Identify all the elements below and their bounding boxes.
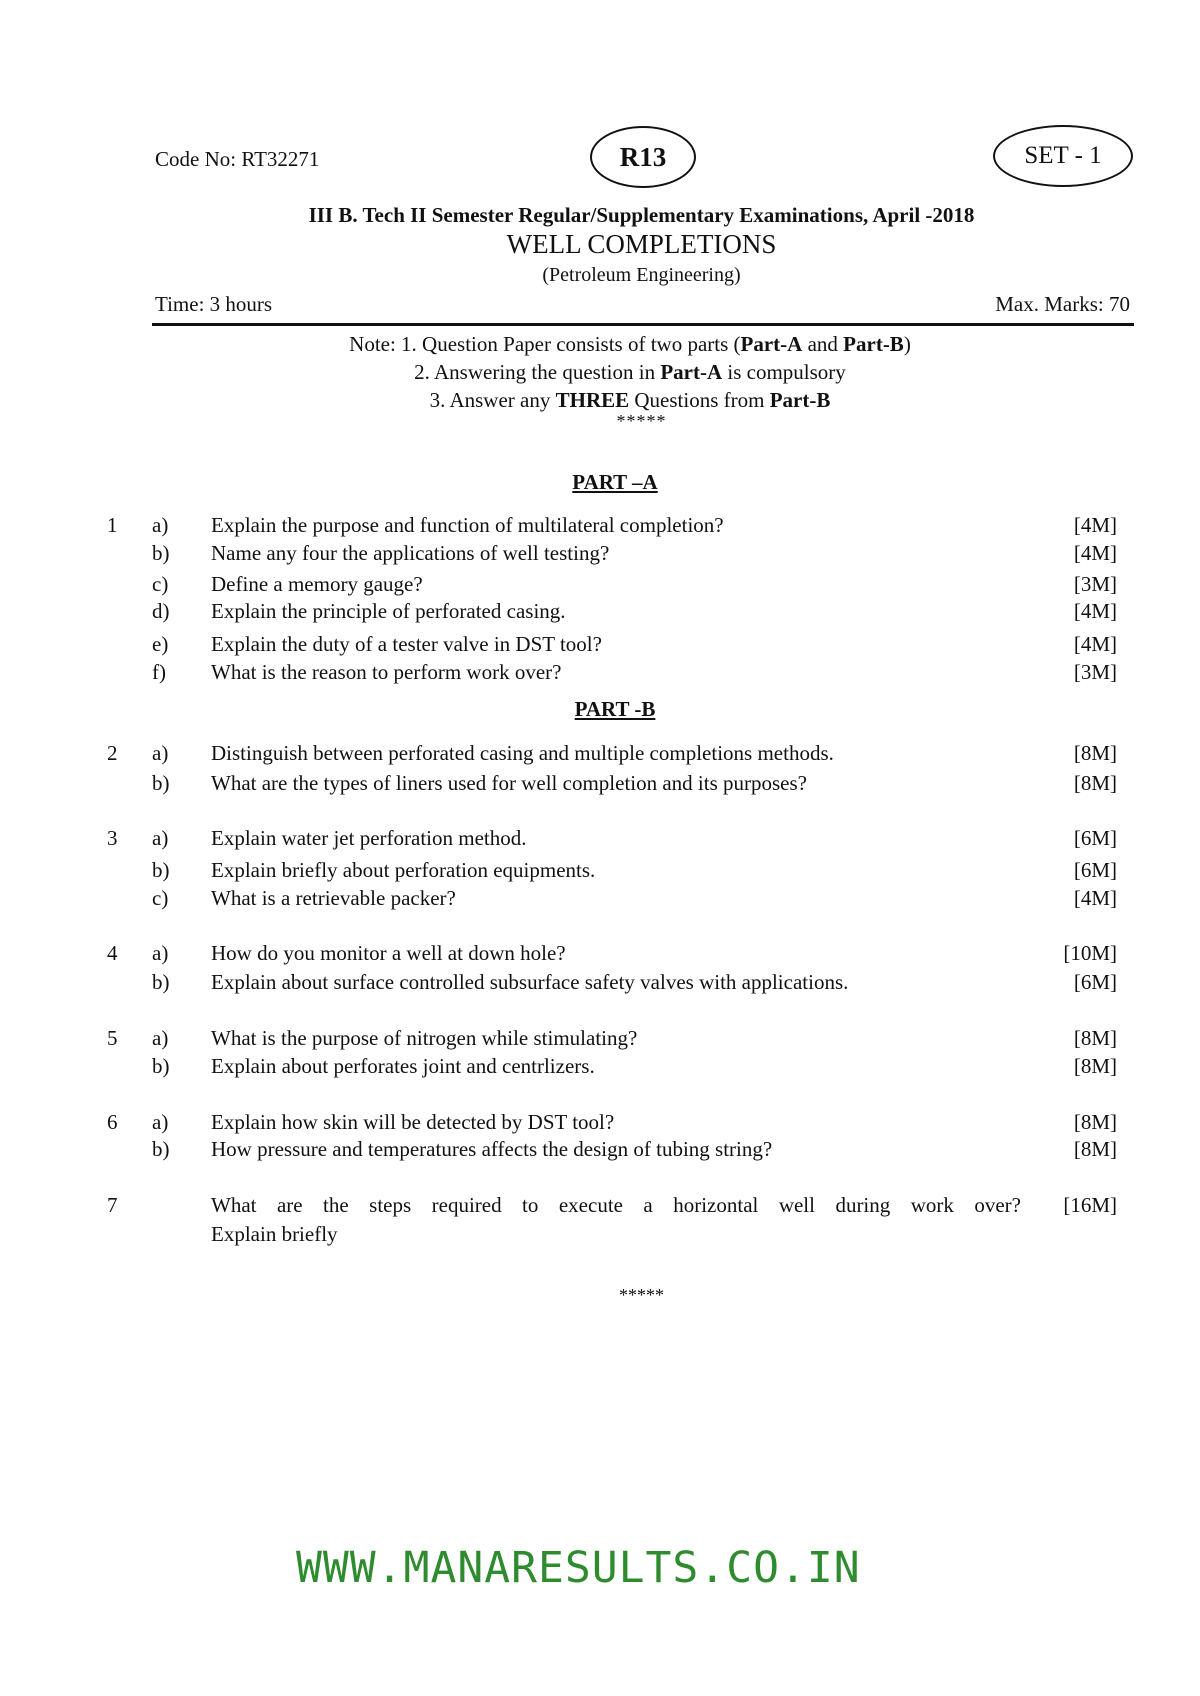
question-part-label: c) <box>152 572 169 596</box>
website-watermark: WWW.MANARESULTS.CO.IN <box>296 1543 861 1593</box>
subject-title: WELL COMPLETIONS <box>506 229 777 259</box>
question-row <box>0 632 1200 660</box>
question-row <box>0 771 1200 799</box>
question-marks: [4M] <box>1073 886 1117 910</box>
instructions-note <box>0 330 1200 414</box>
code-number: Code No: RT32271 <box>155 147 320 171</box>
question-row <box>0 826 1200 854</box>
question-text: How pressure and temperatures affects the design of tubing string? <box>211 1137 773 1161</box>
set-badge <box>993 125 1133 187</box>
question-text: What is a retrievable packer? <box>211 886 456 910</box>
question-text-continued: Explain briefly <box>211 1222 338 1246</box>
question-row <box>0 1110 1200 1138</box>
question-row <box>0 599 1200 627</box>
question-part-label: b) <box>152 858 170 882</box>
question-marks: [8M] <box>1073 1110 1117 1134</box>
question-row <box>0 660 1200 688</box>
question-marks: [10M] <box>1063 941 1117 965</box>
question-marks: [16M] <box>1063 1193 1117 1217</box>
question-row <box>0 941 1200 969</box>
question-part-label: b) <box>152 970 170 994</box>
question-text: Explain about perforates joint and centrlizers. <box>211 1054 595 1078</box>
question-text: What are the steps required to execute a horizontal well during work over? <box>211 1193 1021 1217</box>
regulation-label: R13 <box>619 141 667 172</box>
separator-stars: ***** <box>616 411 667 431</box>
question-part-label: d) <box>152 599 170 623</box>
question-row <box>0 1026 1200 1054</box>
question-marks: [8M] <box>1073 1054 1117 1078</box>
question-part-label: a) <box>152 1026 169 1050</box>
question-part-label: b) <box>152 1137 170 1161</box>
note-line-3: 3. Answer any THREE Questions from Part-B <box>429 388 831 412</box>
question-part-label: b) <box>152 1054 170 1078</box>
question-part-label: c) <box>152 886 169 910</box>
question-text: Explain about surface controlled subsurface safety valves with applications. <box>211 970 849 994</box>
max-marks: Max. Marks: 70 <box>995 292 1130 316</box>
question-text: How do you monitor a well at down hole? <box>211 941 566 965</box>
question-row <box>0 970 1200 998</box>
exam-title: III B. Tech II Semester Regular/Supplementary Examinations, April -2018 <box>308 203 975 227</box>
question-marks: [6M] <box>1073 970 1117 994</box>
question-part-label: b) <box>152 541 170 565</box>
question-text: Explain the purpose and function of multilateral completion? <box>211 513 724 537</box>
question-marks: [8M] <box>1073 1137 1117 1161</box>
question-part-label: a) <box>152 826 169 850</box>
question-text: Explain how skin will be detected by DST tool? <box>211 1110 615 1134</box>
part-b-heading: PART -B <box>574 697 656 721</box>
question-marks: [4M] <box>1073 541 1117 565</box>
set-label: SET - 1 <box>1024 142 1102 169</box>
question-marks: [4M] <box>1073 599 1117 623</box>
exam-duration: Time: 3 hours <box>155 292 273 316</box>
question-row <box>0 858 1200 886</box>
question-marks: [4M] <box>1073 513 1117 537</box>
question-marks: [4M] <box>1073 632 1117 656</box>
question-row <box>0 741 1200 769</box>
question-text: Explain the duty of a tester valve in DST tool? <box>211 632 602 656</box>
question-text: Explain briefly about perforation equipments. <box>211 858 596 882</box>
note-line-2: 2. Answering the question in Part-A is compulsory <box>414 360 846 384</box>
question-text: What are the types of liners used for well completion and its purposes? <box>211 771 807 795</box>
question-part-label: a) <box>152 941 169 965</box>
question-marks: [6M] <box>1073 858 1117 882</box>
question-number: 5 <box>107 1026 118 1050</box>
question-row <box>0 1137 1200 1165</box>
question-text: Define a memory gauge? <box>211 572 423 596</box>
note-line-1: Note: 1. Question Paper consists of two parts (Part-A and Part-B) <box>349 332 911 356</box>
question-number: 7 <box>107 1193 118 1217</box>
question-number: 2 <box>107 741 118 765</box>
question-part-label: e) <box>152 632 169 656</box>
question-text: Distinguish between perforated casing and multiple completions methods. <box>211 741 834 765</box>
question-text: What is the purpose of nitrogen while stimulating? <box>211 1026 638 1050</box>
regulation-badge <box>590 126 696 188</box>
question-part-label: a) <box>152 1110 169 1134</box>
question-number: 1 <box>107 513 118 537</box>
question-text: Name any four the applications of well testing? <box>211 541 610 565</box>
question-marks: [3M] <box>1073 660 1117 684</box>
header-divider <box>152 323 1134 326</box>
question-marks: [8M] <box>1073 741 1117 765</box>
question-part-label: b) <box>152 771 170 795</box>
question-marks: [6M] <box>1073 826 1117 850</box>
end-stars: ***** <box>619 1285 664 1305</box>
question-marks: [8M] <box>1073 1026 1117 1050</box>
question-part-label: a) <box>152 513 169 537</box>
question-part-label: a) <box>152 741 169 765</box>
question-text: Explain the principle of perforated casing. <box>211 599 566 623</box>
question-row <box>0 1054 1200 1082</box>
question-marks: [3M] <box>1073 572 1117 596</box>
question-row <box>0 513 1200 541</box>
question-marks: [8M] <box>1073 771 1117 795</box>
question-row <box>0 572 1200 600</box>
question-number: 6 <box>107 1110 118 1134</box>
question-number: 4 <box>107 941 118 965</box>
question-number: 3 <box>107 826 118 850</box>
question-row <box>0 1193 1200 1246</box>
question-row <box>0 886 1200 914</box>
question-text: Explain water jet perforation method. <box>211 826 527 850</box>
branch-name: (Petroleum Engineering) <box>542 264 741 286</box>
question-part-label: f) <box>152 660 166 684</box>
part-a-heading: PART –A <box>572 470 658 494</box>
question-row <box>0 541 1200 569</box>
question-text: What is the reason to perform work over? <box>211 660 562 684</box>
